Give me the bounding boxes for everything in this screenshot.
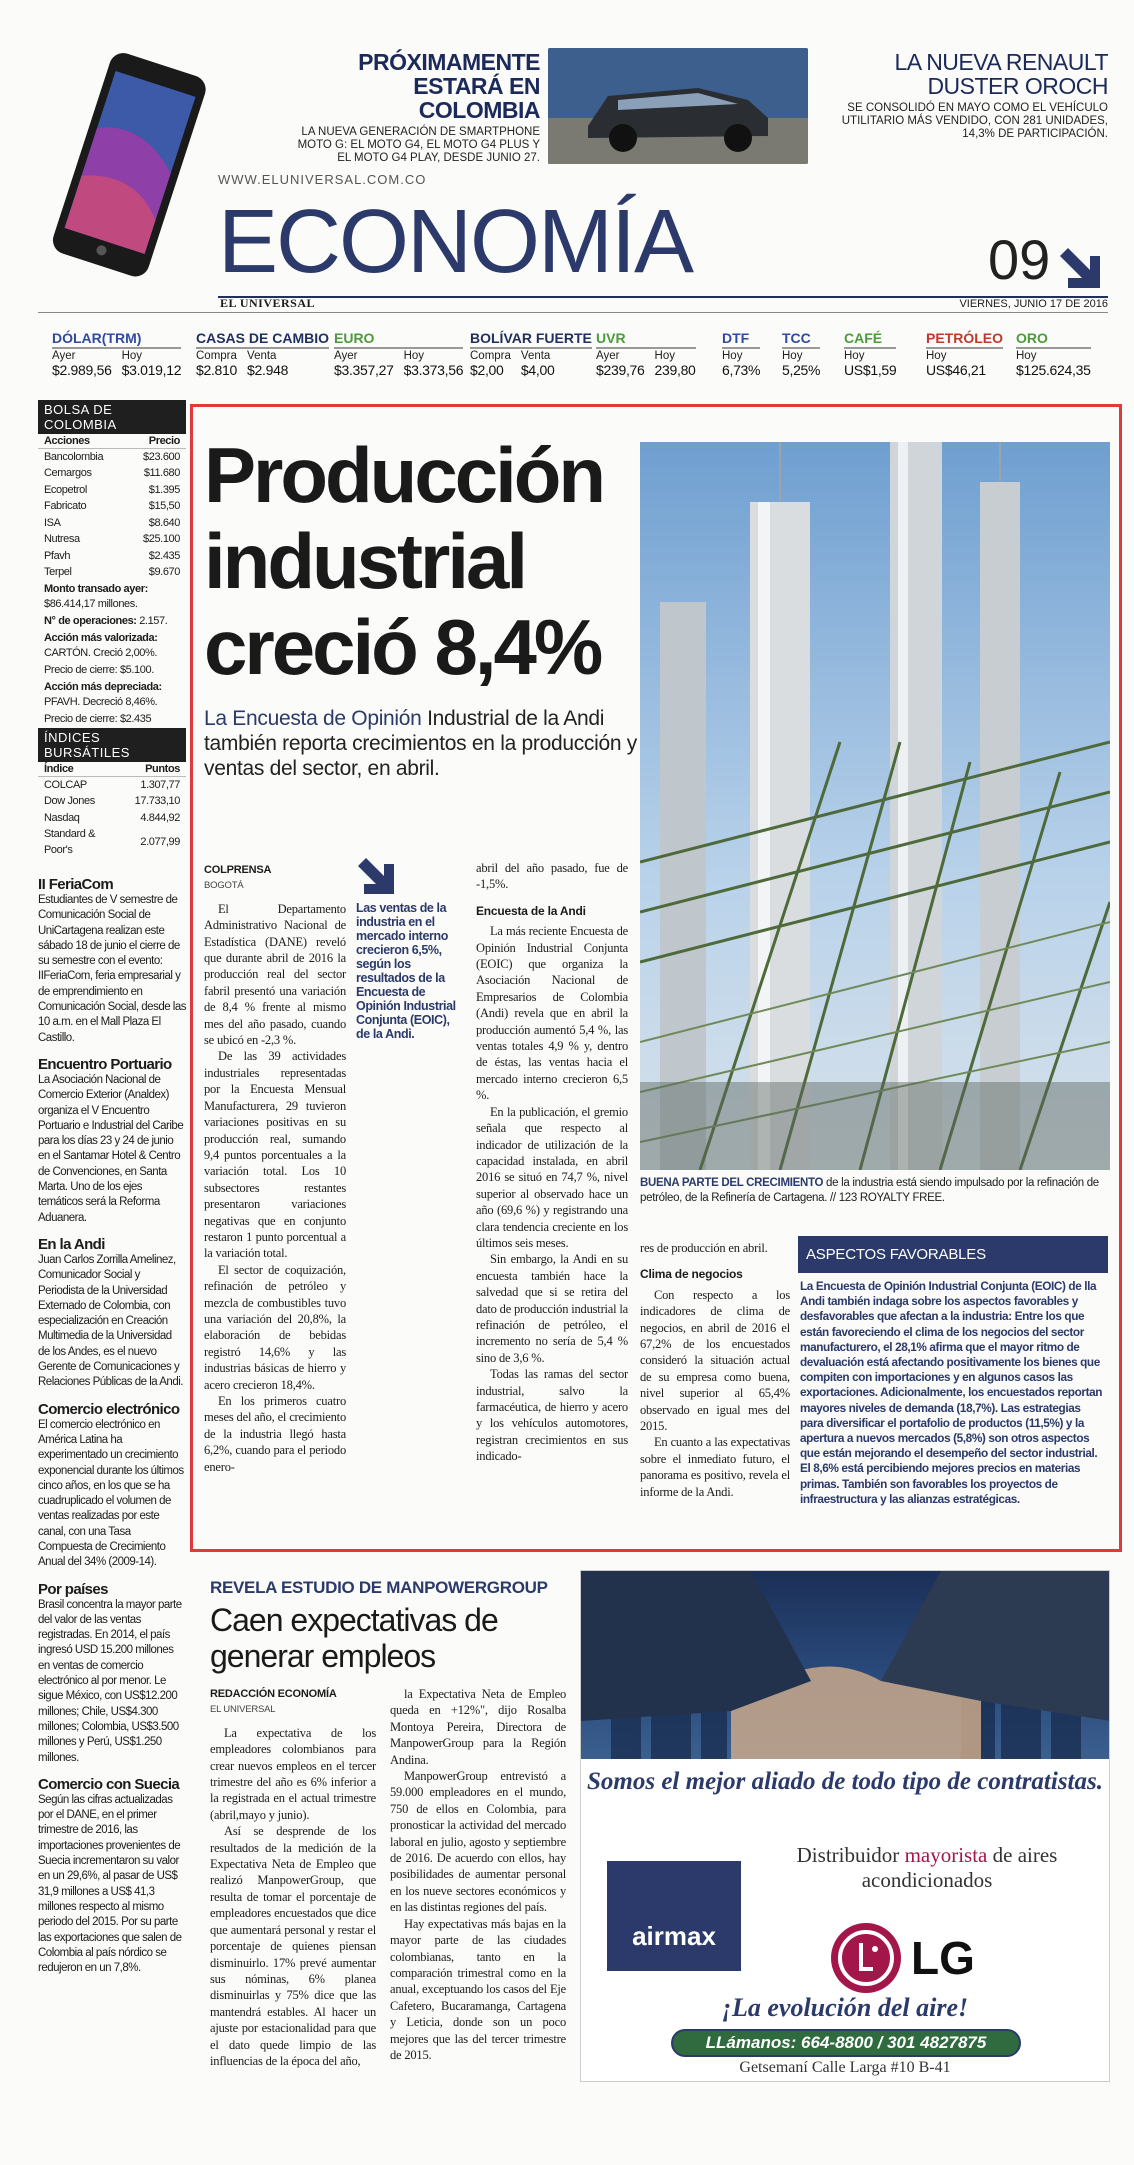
- aspectos-favorables-box: [798, 1236, 1108, 1513]
- ticker-cell-value: $2.989,56: [52, 362, 112, 378]
- ticker-cell: [122, 350, 182, 378]
- bolsa-note-value: Precio de cierre: $5.100.: [44, 664, 154, 676]
- smartphone-ad-image: [38, 48, 208, 288]
- ticker-label: ORO: [1016, 330, 1091, 349]
- car-ad-image: [548, 48, 808, 164]
- indices-table: [38, 762, 186, 859]
- bolsa-note: [38, 679, 186, 711]
- ticker-cell-label: Ayer: [596, 350, 620, 362]
- body-paragraph: la Expectativa Neta de Empleo queda en +12%", dijo Rosalba Montoya Pereira, Directora de ManpowerGroup para la Región Andina.: [390, 1687, 566, 1767]
- stock-name: Bancolombia: [44, 450, 104, 463]
- ticker-cell-value: $3.019,12: [121, 362, 182, 378]
- table-row: [38, 515, 186, 532]
- table-row: [38, 565, 186, 582]
- photo-caption: [640, 1176, 1110, 1206]
- brief-text: Brasil concentra la mayor parte del valor de las ventas registradas. En 2014, el país ingresó USD 15.200 millones en ventas de comercio electrónico al por menor. Le sigue México, con US$12.200 millones; Chile, US$4.300 millones; Colombia, US$3.500 millones y Perú, US$1.250 millones.: [38, 1598, 182, 1764]
- ticker-cell-label: Hoy: [403, 350, 425, 362]
- ticker-cell-label: Ayer: [334, 350, 358, 362]
- ticker-cell-label: Hoy: [926, 350, 947, 362]
- ticker-label: DÓLAR(TRM): [52, 330, 181, 349]
- column-2-subhead: Encuesta de la Andi: [476, 903, 586, 918]
- ticker-values: [722, 350, 760, 378]
- feature-column-2: [476, 860, 628, 1465]
- body-paragraph: En la publicación, el gremio señala que respecto al indicador de utilización de la capacidad instalada, en abril 2016 se situó en 74,7 %, nivel superior al observado hace un año (69,6 %) y registrando una clara tendencia creciente en los últimos seis meses.: [476, 1104, 628, 1250]
- brief-title: Encuentro Portuario: [38, 1055, 172, 1073]
- ticker-label: EURO: [334, 330, 463, 349]
- stock-name: Cemargos: [44, 467, 92, 479]
- table-row: [38, 499, 186, 516]
- ticker-cell-value: US$46,21: [926, 362, 986, 378]
- brief-title: Comercio con Suecia: [38, 1775, 180, 1793]
- table-row: [38, 777, 186, 794]
- airmax-distributor-line: [757, 1843, 1097, 1893]
- table-row: [38, 794, 186, 811]
- ticker-label: CAFÉ: [844, 330, 896, 349]
- ticker-cell-value: 5,25%: [782, 362, 821, 378]
- stock-price: $9.670: [148, 566, 180, 578]
- ticker-item: [782, 330, 820, 378]
- bolsa-note-value: $86.414,17 millones.: [44, 598, 138, 610]
- ticker-cell: [1016, 350, 1091, 378]
- bolsa-col-acciones: Acciones: [38, 434, 126, 449]
- airmax-ad: [580, 1570, 1110, 2082]
- index-value: 1.307,77: [140, 778, 180, 791]
- dist-highlight: mayorista: [904, 1843, 988, 1867]
- ticker-cell: [844, 350, 896, 378]
- bolsa-note: [38, 581, 186, 613]
- ticker-cell-label: Hoy: [782, 350, 803, 362]
- dist-part-1: Distribuidor: [796, 1843, 905, 1867]
- ticker-cell-label: Hoy: [1016, 350, 1037, 362]
- brief-text: La Asociación Nacional de Comercio Exterior (Analdex) organiza el V Encuentro Portuario e Industrial del Caribe para los días 23 y 24 de junio en el Santamar Hotel & Centro de Convenciones, en Santa Marta. Uno de los ejes temáticos será la Reforma Aduanera.: [38, 1073, 184, 1224]
- news-brief: [38, 1236, 186, 1391]
- bolsa-note-label: Monto transado ayer:: [44, 583, 148, 595]
- bolsa-note: [38, 711, 186, 728]
- ticker-item: [196, 330, 329, 378]
- renault-ad-text: [818, 50, 1108, 141]
- pullquote-text: Las ventas de la industria en el mercado interno crecieron 6,5%, según los resultados de la Encuesta de Opinión Industrial Conjunta (EOIC), de la Andi.: [356, 901, 456, 1041]
- indices-col-indice: Índice: [38, 762, 129, 777]
- brief-text: El comercio electrónico en América Latina ha experimentado un crecimiento exponencial durante los últimos cinco años, en los que se ha cuadruplicado el volumen de ventas realizadas por este canal, con una Tasa Compuesta de Crecimiento Anual del 34% (2009-14).: [38, 1418, 184, 1569]
- news-brief: [38, 1401, 186, 1571]
- ticker-cell-value: $2,00: [470, 362, 504, 378]
- index-name: Dow Jones: [44, 795, 95, 807]
- bolsa-note: [38, 630, 186, 662]
- brief-title: Comercio electrónico: [38, 1400, 180, 1418]
- index-value: 4.844,92: [140, 811, 180, 824]
- ticker-item: [722, 330, 760, 378]
- ticker-values: [470, 350, 592, 378]
- column-2-lead: abril del año pasado, fue de -1,5%.: [476, 861, 628, 892]
- ticker-label: BOLÍVAR FUERTE: [470, 330, 592, 349]
- market-ticker: [38, 330, 1108, 390]
- ticker-cell: [247, 350, 288, 378]
- table-row: [38, 532, 186, 549]
- bolsa-note-value: CARTÓN. Creció 2,00%.: [44, 647, 158, 659]
- table-row: [38, 548, 186, 565]
- ticker-cell-label: Venta: [520, 350, 551, 362]
- caption-highlight: BUENA PARTE DEL CRECIMIENTO: [640, 1177, 824, 1189]
- ticker-cell-label: Hoy: [654, 350, 675, 362]
- story2-dateline: EL UNIVERSAL: [210, 1704, 276, 1716]
- ticker-values: [782, 350, 820, 378]
- section-title: ECONOMÍA: [218, 192, 693, 292]
- handshake-image: [581, 1571, 1109, 1759]
- feature-dateline: BOGOTÁ: [204, 880, 244, 892]
- table-row: [38, 810, 186, 827]
- ticker-cell: [596, 350, 645, 378]
- body-paragraph: De las 39 actividades industriales representadas por la Encuesta Mensual Manufacturera, 29 tuvieron variaciones positivas en su producción real, sumando 9,4 puntos porcentuales a la variación total. Los 10 subsectores restantes presentaron variaciones negativas que en conjunto restaron 1 punto porcentual a la variación total.: [204, 1049, 346, 1261]
- stock-price: $8.640: [148, 516, 180, 529]
- page-number: 09: [988, 228, 1051, 291]
- stock-price: $23.600: [143, 450, 180, 463]
- ticker-cell-value: $239,76: [596, 362, 645, 378]
- ticker-label: UVR: [596, 330, 696, 349]
- aspectos-text: La Encuesta de Opinión Industrial Conjunta (EOIC) de lla Andi también indaga sobre los aspectos favorables y desfavorables que afectan a la industria: Entre los que están favoreciendo el clima de los negocios del sector manufacturero, el 28,1% afirma que el mayor ritmo de devaluación está afectando positivamente los bienes que compiten con importaciones y en algunos casos las exportaciones. Adicionalmente, los encuestados reportan mayores niveles de demanda (18,7%). Las estrategias para diversificar el portafolio de productos (11,5%) y la apertura a nuevos mercados (5,8%) son otros aspectos que están mejorando el desempeño del sector industrial. El 8,6% está percibiendo mejores precios en materias primas. También son favorables los proyectos de infraestructura y las alianzas estratégicas.: [800, 1279, 1103, 1506]
- moto-g-ad-headline: PRÓXIMAMENTE ESTARÁ EN COLOMBIA: [358, 49, 540, 123]
- ticker-values: [596, 350, 696, 378]
- indices-title: ÍNDICES BURSÁTILES: [38, 728, 186, 762]
- index-name: Standard & Poor's: [44, 828, 96, 856]
- ticker-label: CASAS DE CAMBIO: [196, 330, 329, 349]
- paper-name: EL UNIVERSAL: [220, 296, 316, 310]
- story2-byline: REDACCIÓN ECONOMÍA: [210, 1688, 337, 1700]
- ticker-values: [196, 350, 329, 378]
- brief-title: Por países: [38, 1580, 108, 1598]
- ticker-cell-value: $125.624,35: [1016, 362, 1091, 378]
- table-row: [38, 827, 186, 859]
- ticker-label: PETRÓLEO: [926, 330, 1003, 349]
- index-name: Nasdaq: [44, 811, 80, 824]
- bolsa-note: [38, 613, 186, 630]
- lg-logo-icon: [831, 1923, 901, 1993]
- body-paragraph: El sector de coquización, refinación de petróleo y mezcla de combustibles tuvo una variación del 20,8%, la elaboración de bebidas registró 14,6% y las industrias básicas de hierro y acero crecieron 18,4%.: [204, 1262, 346, 1392]
- brief-title: En la Andi: [38, 1235, 105, 1253]
- ticker-cell: [196, 350, 237, 378]
- bolsa-note-value: Precio de cierre: $2.435: [44, 713, 152, 725]
- stock-name: Pfavh: [44, 549, 71, 562]
- stock-price: $15,50: [148, 500, 180, 512]
- site-url: WWW.ELUNIVERSAL.COM.CO: [218, 172, 427, 187]
- bolsa-title: BOLSA DE COLOMBIA: [38, 400, 186, 434]
- story2-column-2: [390, 1686, 566, 2063]
- ticker-cell-label: Hoy: [722, 350, 743, 362]
- ticker-values: [926, 350, 1003, 378]
- lg-brand: LG: [911, 1932, 975, 1984]
- brief-text: Estudiantes de V semestre de Comunicación Social de UniCartagena realizan este sábado 18 de junio el cierre de su semestre con el evento: IIFeriaCom, feria empresarial y de emprendimiento en Comunicación Social, desde las 10 a.m. en el Mall Plaza El Castillo.: [38, 894, 187, 1044]
- bolsa-note-label: N° de operaciones:: [44, 615, 137, 627]
- ticker-item: [596, 330, 696, 378]
- bolsa-table: [38, 434, 186, 581]
- feature-dek-highlight: La Encuesta de Opinión: [204, 707, 422, 730]
- body-paragraph: El Departamento Administrativo Nacional de Estadística (DANE) reveló que durante abril de 2016 la producción real del sector fabril presentó una variación de 8,4 % frente al mismo mes del año pasado, cuando se ubicó en -2,3 %.: [204, 901, 346, 1048]
- stock-name: Nutresa: [44, 533, 80, 545]
- indices-col-puntos: Puntos: [129, 762, 186, 777]
- ticker-cell-value: $4,00: [520, 362, 555, 378]
- dist-part-2: de aires acondicionados: [861, 1843, 1058, 1892]
- body-paragraph: Todas las ramas del sector industrial, salvo la farmacéutica, de hierro y acero y los vehículos automotores, registran crecimientos en sus indicado-: [476, 1367, 628, 1464]
- ticker-values: [334, 350, 463, 378]
- ticker-cell: [782, 350, 820, 378]
- ticker-cell-label: Compra: [196, 350, 237, 362]
- body-paragraph: Así se desprende de los resultados de la medición de la Expectativa Neta de Empleo que realizó ManpowerGroup, que resulta de tomar el porcentaje de empleadores encuestados que dice que aumentará personal y restar el porcentaje de quienes piensan disminuirlo. 17% prevé aumentar sus nóminas, 6% planea disminuirlas y 75% dice que las mantendrá estables. Al hacer un ajuste por estacionalidad para que el dato quede limpio de las influencias de la época del año,: [210, 1824, 376, 2068]
- ticker-item: [844, 330, 896, 378]
- ticker-values: [52, 350, 181, 378]
- index-value: 2.077,99: [140, 835, 180, 848]
- stock-price: $1.395: [148, 483, 180, 496]
- ticker-cell: [521, 350, 555, 378]
- ticker-cell: [655, 350, 696, 378]
- feature-dek: [204, 706, 644, 781]
- index-name: COLCAP: [44, 778, 87, 791]
- column-3-subhead: Clima de negocios: [640, 1267, 743, 1282]
- bolsa-col-precio: Precio: [126, 434, 186, 449]
- ticker-cell: [334, 350, 394, 378]
- ticker-cell-label: Hoy: [121, 350, 143, 362]
- brief-title: II FeriaCom: [38, 876, 114, 893]
- table-row: [38, 466, 186, 483]
- ticker-item: [926, 330, 1003, 378]
- stock-name: Ecopetrol: [44, 483, 87, 496]
- body-paragraph: ManpowerGroup entrevistó a 59.000 empleadores en el mundo, 750 de ellos en Colombia, para pronosticar la actividad del mercado laboral en julio, agosto y septiembre de 2016. De acuerdo con ellos, hay posibilidades de aumentar personal en los nueve sectores económicos y en las distintas regiones del país.: [390, 1769, 566, 1915]
- ticker-cell: [926, 350, 986, 378]
- ticker-label: TCC: [782, 330, 820, 349]
- ticker-cell-value: 239,80: [654, 362, 696, 378]
- feature-pullquote: [356, 856, 460, 1041]
- news-brief: [38, 1056, 186, 1226]
- stock-name: Fabricato: [44, 500, 87, 512]
- ticker-cell: [52, 350, 112, 378]
- feature-column-3: [640, 1240, 790, 1500]
- ticker-cell-value: 6,73%: [722, 362, 761, 378]
- feature-byline: COLPRENSA: [204, 864, 272, 876]
- stock-name: ISA: [44, 516, 61, 529]
- header-rule-2: [38, 312, 1108, 313]
- bolsa-note: [38, 662, 186, 679]
- airmax-phone: LLámanos: 664-8800 / 301 4827875: [671, 2029, 1021, 2057]
- indices-box: [38, 728, 186, 859]
- body-paragraph: Sin embargo, la Andi en su encuesta también hace la salvedad que si se retira del dato de producción industrial la refinación de petróleo, el incremento no sería de 5,4 % sino de 3,6 %.: [476, 1252, 628, 1365]
- renault-ad-body: SE CONSOLIDÓ EN MAYO COMO EL VEHÍCULO UTILITARIO MÁS VENDIDO, CON 281 UNIDADES, 14,3% DE PARTICIPACIÓN.: [841, 102, 1108, 140]
- issue-date: VIERNES, JUNIO 17 DE 2016: [959, 298, 1108, 310]
- story2-column-1: [210, 1686, 376, 2069]
- arrow-down-right-icon: [356, 856, 396, 896]
- ticker-values: [1016, 350, 1091, 378]
- stock-price: $11.680: [143, 467, 180, 479]
- aspectos-title: ASPECTOS FAVORABLES: [798, 1236, 1108, 1273]
- table-row: [38, 482, 186, 499]
- brief-text: Según las cifras actualizadas por el DANE, en el primer trimestre de 2016, las importaciones provenientes de Suecia incrementaron su valor en un 29,6%, al pasar de US$ 31,9 millones a US$ 41,3 millones respecto al mismo periodo del 2015. Por su parte las exportaciones que salen de Colombia al país nórdico se redujeron en un 7,8%.: [38, 1793, 182, 1975]
- stock-name: Terpel: [44, 566, 72, 578]
- airmax-tagline: ¡La evolución del aire!: [721, 1993, 969, 2022]
- news-brief: [38, 1581, 186, 1766]
- ticker-cell-label: Ayer: [52, 350, 76, 362]
- table-row: [38, 449, 186, 466]
- feature-headline: Producción industrial creció 8,4%: [204, 431, 604, 691]
- bolsa-note-label: Acción más depreciada:: [44, 681, 162, 693]
- story2-headline: Caen expectativas de generar empleos: [210, 1602, 498, 1674]
- moto-g-ad-body: LA NUEVA GENERACIÓN DE SMARTPHONE MOTO G: EL MOTO G4, EL MOTO G4 PLUS Y EL MOTO G4 PLAY, DESDE JUNIO 27.: [297, 126, 540, 164]
- caption-text: de la industria está siendo impulsado por la refinación de petróleo, de la Refinería de Cartagena. // 123 ROYALTY FREE.: [640, 1177, 1099, 1204]
- ticker-label: DTF: [722, 330, 760, 349]
- ticker-cell-value: $2.810: [196, 362, 238, 378]
- ticker-cell-value: US$1,59: [844, 362, 897, 378]
- ticker-cell: [470, 350, 511, 378]
- ticker-values: [844, 350, 896, 378]
- bolsa-note-label: Acción más valorizada:: [44, 632, 158, 644]
- ticker-item: [1016, 330, 1091, 378]
- ticker-cell-label: Venta: [247, 350, 277, 362]
- arrow-down-right-icon: [1056, 244, 1102, 290]
- ticker-cell-label: Compra: [470, 350, 511, 362]
- body-paragraph: En cuanto a las expectativas sobre el inmediato futuro, el panorama es positivo, revela el informe de la Andi.: [640, 1435, 790, 1499]
- ticker-cell: [722, 350, 760, 378]
- news-briefs: [38, 866, 186, 1976]
- news-brief: [38, 876, 186, 1046]
- news-brief: [38, 1776, 186, 1977]
- renault-ad-headline: LA NUEVA RENAULT DUSTER OROCH: [894, 49, 1108, 99]
- airmax-logo: airmax: [607, 1861, 741, 1971]
- body-paragraph: La expectativa de los empleadores colombianos para crear nuevos empleos en el tercer trimestre del año es 6% inferior a la registrada en el actual trimestre (abril,mayo y junio).: [210, 1725, 376, 1822]
- body-paragraph: Con respecto a los indicadores de clima de negocios, en abril de 2016 el 67,2% de los encuestados consideró la situación actual de su empresa como buena, nivel superior al 65,4% observado en igual mes del 2015.: [640, 1287, 790, 1434]
- bolsa-box: [38, 400, 186, 728]
- ticker-item: [470, 330, 592, 378]
- column-3-lead: res de producción en abril.: [640, 1241, 768, 1255]
- body-paragraph: La más reciente Encuesta de Opinión Industrial Conjunta (EOIC) que organiza la Asociación Nacional de Empresarios de Colombia (Andi) revela que en abril la producción aumentó 5,4 %, las ventas totales 4,9 % y, dentro de éstas, las ventas hacia el mercado interno crecieron 6,5 %.: [476, 924, 628, 1103]
- ticker-cell-label: Hoy: [844, 350, 865, 362]
- ticker-item: [334, 330, 463, 378]
- airmax-slogan: Somos el mejor aliado de todo tipo de contratistas.: [587, 1768, 1103, 1795]
- ticker-cell: [404, 350, 464, 378]
- stock-price: $2.435: [148, 549, 180, 562]
- brief-text: Juan Carlos Zorrilla Amelinez, Comunicador Social y Periodista de la Universidad Externado de Colombia, con especialización en Creación Multimedia de la Universidad de los Andes, es el nuevo Gerente de Comunicaciones y Relaciones Públicas de la Andi.: [38, 1253, 183, 1389]
- index-value: 17.733,10: [134, 795, 180, 807]
- feature-dek-rest: Industrial de la Andi también reporta crecimientos en la producción y ventas del sector, en abril.: [204, 707, 637, 780]
- bolsa-note-value: 2.157.: [136, 615, 168, 627]
- body-paragraph: En los primeros cuatro meses del año, el crecimiento de la industria llegó hasta 6,2%, cuando para el periodo enero-: [204, 1394, 346, 1474]
- refinery-photo: [640, 442, 1110, 1170]
- ticker-item: [38, 330, 181, 378]
- story2-kicker: REVELA ESTUDIO DE MANPOWERGROUP: [210, 1578, 548, 1597]
- ticker-cell-value: $3.373,56: [403, 362, 464, 378]
- bolsa-note-value: PFAVH. Decreció 8,46%.: [44, 696, 158, 708]
- moto-g-ad-text: [290, 50, 540, 165]
- ticker-cell-value: $3.357,27: [334, 362, 394, 378]
- stock-price: $25.100: [143, 533, 180, 545]
- ticker-cell-value: $2.948: [247, 362, 289, 378]
- airmax-address: Getsemaní Calle Larga #10 B-41: [739, 2059, 951, 2076]
- body-paragraph: Hay expectativas más bajas en la mayor parte de las ciudades colombianas, tanto en la comparación trimestral como en la anual, exceptuando los casos del Eje Cafetero, Bucaramanga, Cartagena y Leticia, donde son un poco mejores que las del tercer trimestre de 2015.: [390, 1916, 566, 2062]
- feature-column-1: [204, 862, 346, 1475]
